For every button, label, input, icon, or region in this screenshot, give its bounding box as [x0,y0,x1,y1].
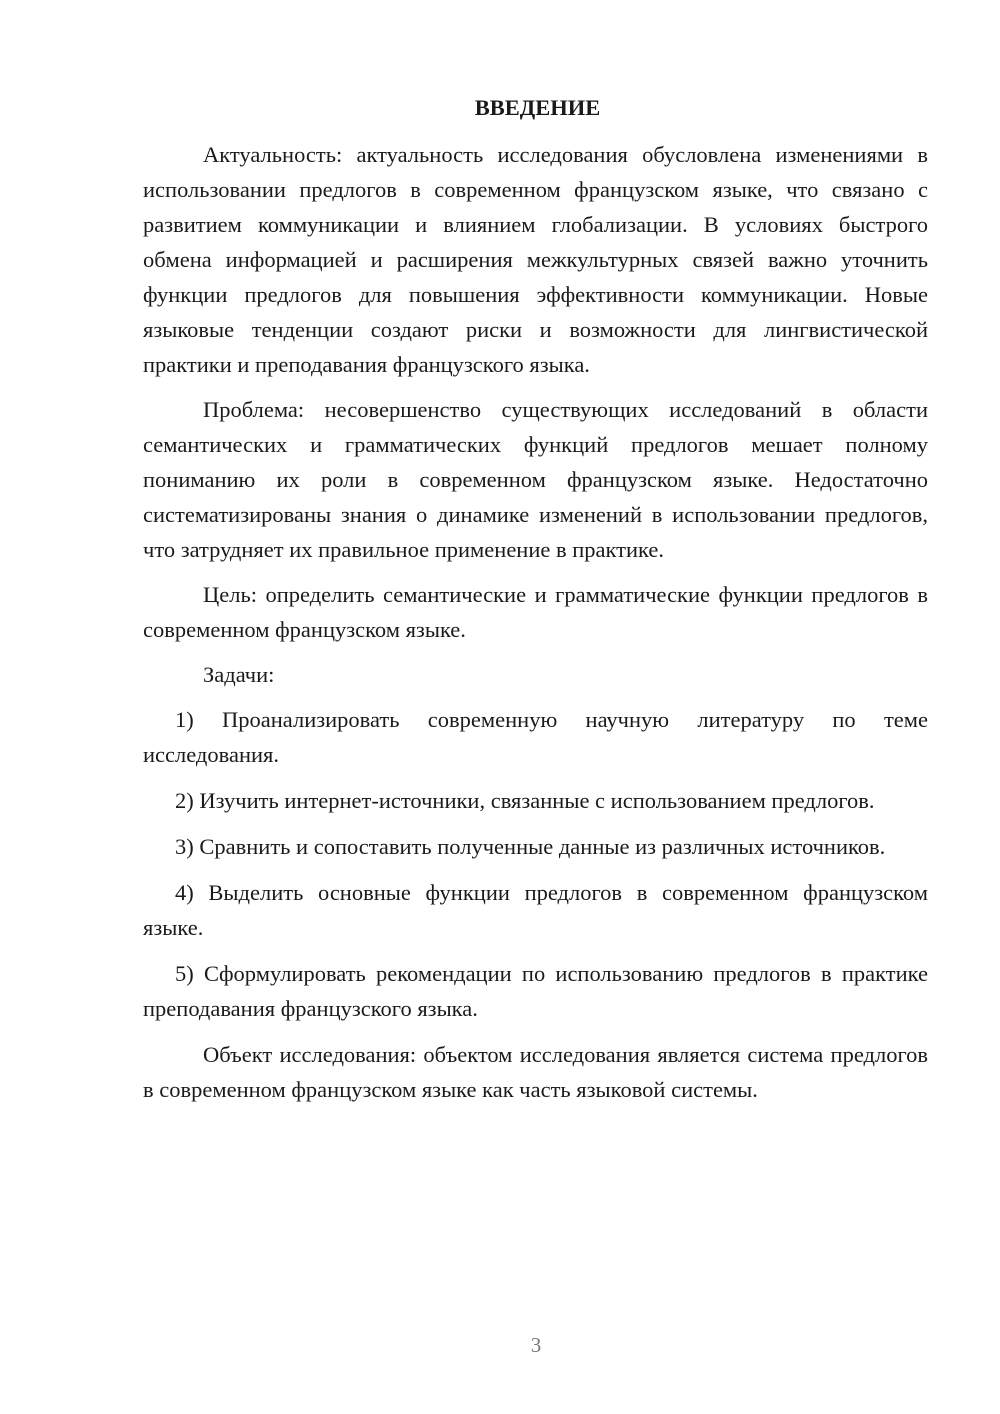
problem-paragraph: Проблема: несовершенство существующих исследований в области семантических и грамматических функций предлогов мешает полному пониманию их роли в современном французском языке. Недостаточно систематизированы знания о динамике изменений в использовании предлогов, что затрудняет их правильное применение в практике. [143,397,928,562]
section-heading: ВВЕДЕНИЕ [474,95,601,120]
task-item: 3) Сравнить и сопоставить полученные данные из различных источников. [175,834,886,859]
task-item: 1) Проанализировать современную научную литературу по теме исследования. [143,707,928,767]
task-item: 4) Выделить основные функции предлогов в современном французском языке. [143,880,928,940]
page-content [143,90,928,1117]
relevance-paragraph: Актуальность: актуальность исследования обусловлена изменениями в использовании предлогов в современном французском языке, что связано с развитием коммуникации и влиянием глобализации. В условиях быстрого обмена информацией и расширения межкультурных связей важно уточнить функции предлогов для повышения эффективности коммуникации. Новые языковые тенденции создают риски и возможности для лингвистической практики и преподавания французского языка. [143,142,928,377]
task-item: 5) Сформулировать рекомендации по использованию предлогов в практике преподавания французского языка. [143,961,928,1021]
page-number: 3 [530,1333,542,1357]
goal-paragraph: Цель: определить семантические и грамматические функции предлогов в современном французском языке. [143,582,928,642]
object-paragraph: Объект исследования: объектом исследования является система предлогов в современном французском языке как часть языковой системы. [143,1042,928,1102]
tasks-label: Задачи: [203,662,275,687]
task-item: 2) Изучить интернет-источники, связанные с использованием предлогов. [175,788,875,813]
